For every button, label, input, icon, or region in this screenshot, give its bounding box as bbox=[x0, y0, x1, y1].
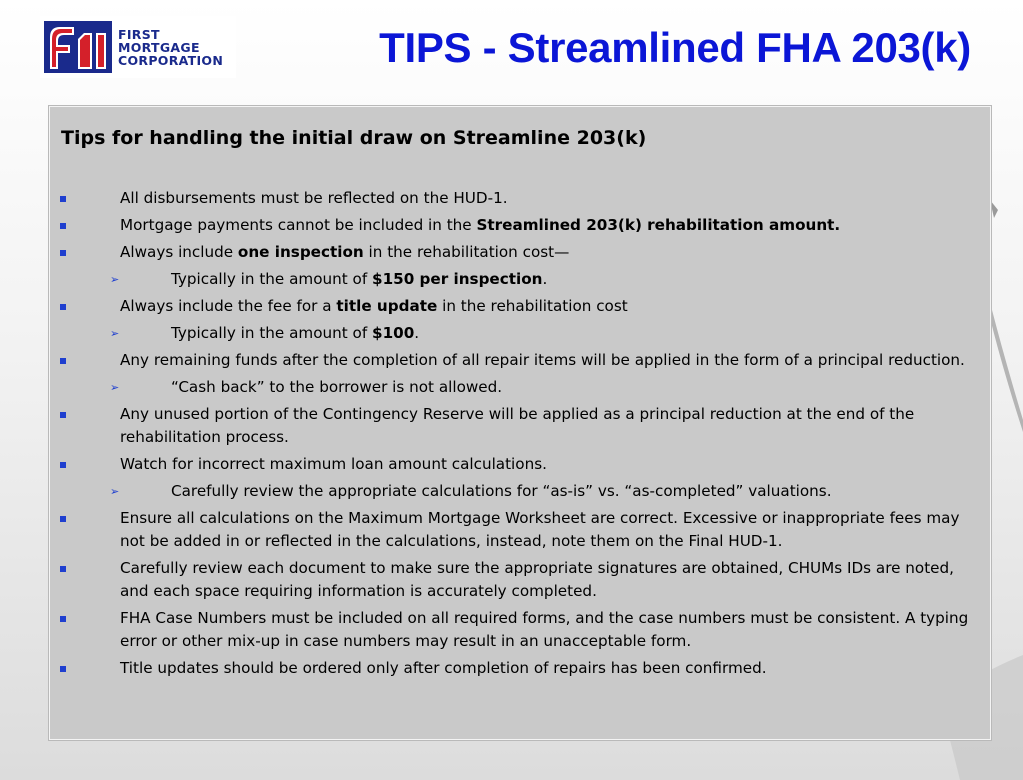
tips-content-box bbox=[49, 106, 991, 740]
square-bullet-icon bbox=[60, 462, 66, 468]
sub-bullet-item bbox=[50, 322, 990, 345]
item-text: Mortgage payments cannot be included in the bbox=[120, 216, 477, 234]
square-bullet-icon bbox=[60, 412, 66, 418]
logo-line-2: MORTGAGE bbox=[118, 39, 200, 55]
item-text: Title updates should be ordered only after completion of repairs has been confirmed. bbox=[120, 659, 767, 677]
item-text: Any remaining funds after the completion of all repair items will be applied in the form of a principal reduction. bbox=[120, 351, 965, 369]
bullet-item bbox=[50, 214, 990, 237]
arrow-bullet-icon: ➢ bbox=[110, 485, 120, 498]
bold-text: $100 bbox=[372, 324, 415, 342]
arrow-bullet-icon: ➢ bbox=[110, 327, 120, 340]
bullet-item bbox=[50, 403, 990, 449]
item-text: Always include the fee for a bbox=[120, 297, 337, 315]
item-text: Watch for incorrect maximum loan amount calculations. bbox=[120, 455, 547, 473]
item-text: Typically in the amount of bbox=[171, 270, 372, 288]
bullet-item bbox=[50, 295, 990, 318]
square-bullet-icon bbox=[60, 358, 66, 364]
item-text: Carefully review the appropriate calculations for “as-is” vs. “as-completed” valuations. bbox=[171, 482, 832, 500]
bullet-item bbox=[50, 557, 990, 603]
square-bullet-icon bbox=[60, 304, 66, 310]
box-heading: Tips for handling the initial draw on Streamline 203(k) bbox=[61, 127, 647, 149]
item-text: Any unused portion of the Contingency Reserve will be applied as a principal reduction at the end of the rehabilitation process. bbox=[120, 405, 915, 446]
bold-text: title update bbox=[336, 297, 438, 315]
logo-line-1: FIRST bbox=[118, 26, 160, 42]
logo-mark-icon bbox=[44, 21, 112, 73]
square-bullet-icon bbox=[60, 250, 66, 256]
bullet-item bbox=[50, 349, 990, 372]
sub-bullet-item bbox=[50, 268, 990, 291]
bullet-item bbox=[50, 607, 990, 653]
square-bullet-icon bbox=[60, 516, 66, 522]
item-text: “Cash back” to the borrower is not allowed. bbox=[171, 378, 503, 396]
bullet-item bbox=[50, 507, 990, 553]
arrow-bullet-icon: ➢ bbox=[110, 381, 120, 394]
arrow-bullet-icon: ➢ bbox=[110, 273, 120, 286]
square-bullet-icon bbox=[60, 616, 66, 622]
bold-text: $150 per inspection bbox=[372, 270, 543, 288]
item-text: Ensure all calculations on the Maximum Mortgage Worksheet are correct. Excessive or inappropriate fees may not be added in or reflected in the calculations, instead, note them on the Final HUD-1. bbox=[120, 509, 960, 550]
item-text: Typically in the amount of bbox=[171, 324, 372, 342]
item-text: Carefully review each document to make sure the appropriate signatures are obtained, CHUMs IDs are noted, and each space requiring information is accurately completed. bbox=[120, 559, 954, 600]
item-text: in the rehabilitation cost bbox=[437, 297, 628, 315]
bullet-item bbox=[50, 187, 990, 210]
bullet-list bbox=[50, 187, 990, 684]
bold-text: one inspection bbox=[237, 243, 364, 261]
square-bullet-icon bbox=[60, 196, 66, 202]
bullet-item bbox=[50, 657, 990, 680]
item-text: All disbursements must be reflected on the HUD-1. bbox=[120, 189, 508, 207]
sub-bullet-item bbox=[50, 480, 990, 503]
sub-bullet-item bbox=[50, 376, 990, 399]
bullet-item bbox=[50, 241, 990, 264]
item-text: . bbox=[542, 270, 548, 288]
bullet-item bbox=[50, 453, 990, 476]
company-logo bbox=[40, 16, 236, 78]
bold-text: Streamlined 203(k) rehabilitation amount. bbox=[476, 216, 841, 234]
item-text: in the rehabilitation cost— bbox=[363, 243, 570, 261]
item-text: . bbox=[414, 324, 420, 342]
logo-line-3: CORPORATION bbox=[118, 52, 224, 68]
square-bullet-icon bbox=[60, 223, 66, 229]
slide-title: TIPS - Streamlined FHA 203(k) bbox=[379, 24, 971, 71]
square-bullet-icon bbox=[60, 666, 66, 672]
item-text: Always include bbox=[120, 243, 238, 261]
item-text: FHA Case Numbers must be included on all required forms, and the case numbers must be consistent. A typing error or other mix-up in case numbers may result in an unacceptable form. bbox=[120, 609, 969, 650]
logo-wordmark bbox=[118, 28, 223, 67]
square-bullet-icon bbox=[60, 566, 66, 572]
